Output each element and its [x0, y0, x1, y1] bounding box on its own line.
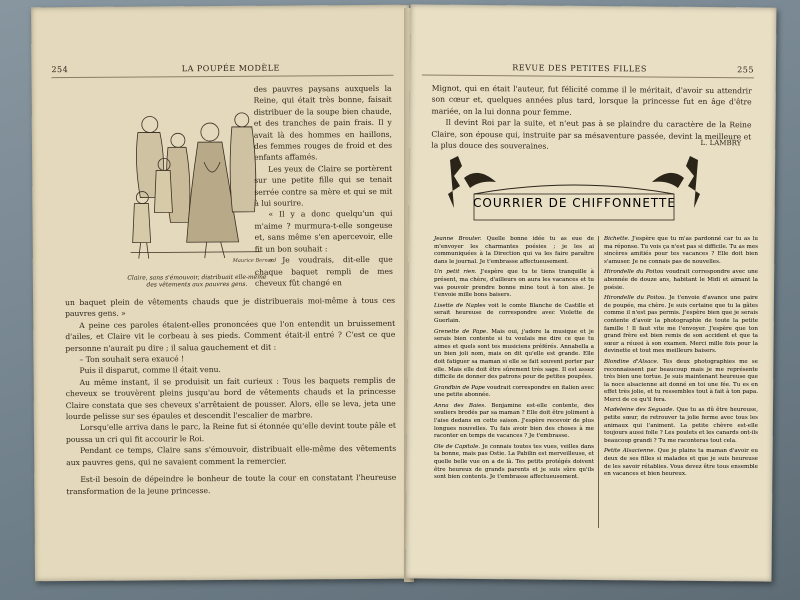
full-paragraph-5: Au même instant, il se produisit un fait curieux : Tous les baquets remplis de cheveux se trouvèrent pleins jusqu'au bord de vêtements chauds et la princesse Claire constata que ses cheveux s'arrêtaient de pousser. Alors, elle se leva, jeta une lourde pelisse sur ses épaules et descendit l'escalier de marbre. [65, 375, 396, 422]
wrap-paragraph-2: Les yeux de Claire se portèrent sur une petite fille qui se tenait serrée contre sa mère et qui se mit à lui sourire. [254, 163, 393, 208]
wrap-paragraph-3: « Il y a donc quelqu'un qui m'aime ? murmura-t-elle songeuse et, sans même s'en apercevoir, elle fit un bon souhait : [254, 209, 393, 254]
courrier-entry [434, 444, 594, 482]
courrier-entry [434, 385, 594, 400]
courrier-column-left [434, 236, 594, 485]
correspondent-name: Ole de Capitole. [434, 443, 483, 450]
correspondent-reply: voit le comte Blanche de Castille et serait heureuse de correspondre avec Violette de Guerlain. [434, 302, 594, 324]
correspondent-reply: Que je plains ta maman d'avoir eu deux de ses filles si malades et que je suis heureuse de les savoir rétablies. Vous devez être tous ensemble en vacances et bien heureux. [604, 448, 758, 478]
correspondent-reply: Mais oui, j'adore la musique et je serais bien contente si tu voulais me dire ce que tu aimes et quels sont tes musiciens préférés. Annabella a un bien joli nom, mais on dit qu'elle est grande. Elle doit fatiguer sa maman si elle se fait souvent porter par elle. Mais elle doit être sûrement très sage. Il est assez difficile de donner des patrons pour de petites poupées. [434, 328, 594, 381]
correspondent-reply: Que tu as dû être heureuse, petite sœur, de retrouver ta jolie ferme avec tous les animaux qui l'animent. La petite chèvre est-elle toujours aussi folle ? Les poulets et les canards ont-ils beaucoup grandi ? Tu me raconteras tout cela. [604, 407, 759, 444]
correspondent-reply: Je connais toutes tes vues, veilles dans ta bonne, mais pas Ostie. La Pabilin est merveilleuse, et quelle belle vue on a de là. Tes petits protégés doivent être heureux de grands parents et je suis sûre qu'ils sont bien contents. Je t'embrasse affectueusement. [434, 443, 594, 481]
right-running-header [422, 63, 754, 79]
story-ending-paragraph-2: Il devint Roi par la suite, et n'eut pas à se plaindre du caractère de la Reine Claire, son épouse qui, instruite par sa mésaventure passée, devint la meilleure et la plus douce des souveraines. [431, 117, 752, 151]
correspondent-reply: Quelle bonne idée tu as eue de m'envoyer les charmantes poésies ; je les ai communiquées à la Direction qui va les faire paraître dans le journal. Je t'embrasse affectueusement. [434, 236, 594, 265]
correspondent-name: Grandbin de Pape [434, 384, 487, 391]
wrap-text-block [254, 83, 393, 289]
courrier-entry [434, 236, 594, 266]
correspondent-name: Bichette. [604, 236, 633, 242]
correspondent-name: Blondine d'Alsace. [604, 358, 663, 365]
illustration-caption: Claire, sans s'émouvoir, distribuait elle-même des vêtements aux pauvres gens. [127, 273, 267, 289]
correspondent-name: Petite Alsacienne. [604, 448, 658, 455]
courrier-column-right [604, 236, 758, 482]
courrier-entry [434, 329, 594, 382]
column-divider [598, 236, 599, 528]
left-page-number: 254 [51, 65, 69, 75]
full-paragraph-1: un baquet plein de vêtements chauds que je distribuerais moi-même à tous ces pauvres gens. » [65, 295, 396, 319]
courrier-banner [440, 152, 708, 224]
correspondent-name: Un petit rien. [434, 269, 481, 276]
courrier-entry [434, 403, 594, 441]
correspondent-name: Jeanne Brouter. [434, 236, 487, 242]
courrier-title: COURRIER DE CHIFFONNETTE [473, 196, 676, 210]
left-page [31, 5, 413, 582]
courrier-entry [604, 236, 758, 266]
full-paragraph-6: Lorsqu'elle arriva dans le parc, la Reine fut si étonnée qu'elle devint toute pâle et poussa un cri qui fit accourir le Roi. [65, 421, 396, 444]
full-paragraph-3: – Ton souhait sera exaucé ! [79, 354, 185, 365]
illustration-princess-distributing-clothes [120, 102, 277, 268]
story-ending-paragraph-1: Mignot, qui en était l'auteur, fut félicité comme il le méritait, d'avoir su attendrir son cœur et, quelques années plus tard, lorsque la princesse fut en âge d'être mariée, on la lui donna pour femme. [431, 83, 752, 117]
right-running-head: REVUE DES PETITES FILLES [512, 63, 647, 74]
full-paragraph-4: Puis il disparut, comme il était venu. [79, 365, 221, 376]
correspondent-reply: Je t'envoie d'avance une paire de poupée, ma chère. Je suis certaine que tu la gâtes comme il n'est pas permis. J'espère bien que je serais contente d'avoir la photographie de toute la petite famille ! Il faut vite me l'envoyer. J'espère que ton grand frère est bien remis de son accident et que ta sœur a réussi à son examen. Merci mille fois pour la devinette et tout mes meilleurs baisers. [604, 295, 758, 355]
author-signature: L. LAMBRY [700, 138, 742, 148]
correspondent-reply: J'espère que tu m'as pardonné car tu as lu ma réponse. Tu vois ça n'est pas si difficile. Tu as mes sincères amitiés pour tes vacances ? Elle doit bien s'amuser. Je ne connais pas de nouvelles. [604, 236, 758, 265]
wrap-paragraph-1: des pauvres paysans auxquels la Reine, qui était très bonne, faisait distribuer de la soupe bien chaude, et des tranches de pain frais. Il y avait là des hommes en haillons, des femmes rouges de froid et des enfants affamés. [253, 83, 393, 163]
full-width-text-block [65, 295, 396, 497]
full-paragraph-8: Est-il besoin de dépeindre le bonheur de toute la cour en constatant l'heureuse transformation de la jeune princesse. [66, 472, 397, 496]
correspondent-name: Anna des Baies. [434, 402, 492, 409]
correspondent-name: Madeleine des Seguade. [604, 407, 677, 414]
courrier-entry [604, 295, 758, 356]
illustration-signature: Maurice Bernard [232, 257, 277, 264]
courrier-entry [604, 359, 758, 405]
correspondent-reply: voudrait correspondre en italien avec une petite abonnée. [434, 384, 594, 399]
left-running-header [51, 63, 393, 78]
left-running-head: LA POUPÉE MODÈLE [181, 63, 280, 74]
wrap-paragraph-4: « Je voudrais, dit-elle que chaque baquet rempli de mes cheveux fût changé en [254, 254, 393, 288]
courrier-entry [604, 407, 758, 445]
courrier-entry [434, 303, 594, 326]
correspondent-name: Hirondelle du Poitou [604, 269, 666, 276]
full-paragraph-2: A peine ces paroles étaient-elles prononcées que l'on entendit un bruissement d'ailes, et Claire vit le corbeau à ses pieds. Comment était-il entré ? C'est ce que personne n'aurait pu dire ; il salua gauchement et dit : [65, 318, 396, 353]
correspondent-reply: voudrait correspondre avec une abonnée de douze ans, habitant le Midi et aimant la poésie. [604, 269, 758, 291]
correspondent-reply: J'espère que tu te tiens tranquille à présent, ma chère, d'ailleurs on aura les vacances et tu vas pouvoir prendre bonne mine tout à ton aise. Je t'envoie mille bons baisers. [434, 269, 594, 299]
full-paragraph-7: Pendant ce temps, Claire sans s'émouvoir, distribuait elle-même des vêtements aux pauvres gens, qui ne savaient comment la remercier. [66, 444, 397, 467]
correspondent-reply: Benjamine est-elle contente, des souliers brodés par sa maman ? Elle doit être joliment à l'aise dedans en cette saison. J'espère recevoir de plus longues nouvelles. Tu fais avoir bien des choses à me raconter en temps de vacances ? Je t'embrasse. [434, 402, 594, 440]
courrier-entry [604, 269, 758, 292]
right-page-number: 255 [737, 65, 754, 75]
correspondent-reply: Tes deux photographies me se reconnaissent par beaucoup mais je me représente très bien une tortue. Je suis maintenant heureuse que la noce alsacienne ait donné en toi une fée. Tu es en effet très jolie, et tu ressembles tout à fait à ton papa. Merci de ce qu'il fera. [604, 358, 758, 403]
courrier-entry [604, 448, 758, 478]
correspondent-name: Lisette de Naples [434, 302, 489, 309]
courrier-entry [434, 269, 594, 299]
correspondent-name: Hirondelle du Poitou. [604, 295, 670, 302]
correspondent-name: Grenette de Pape. [434, 328, 492, 335]
